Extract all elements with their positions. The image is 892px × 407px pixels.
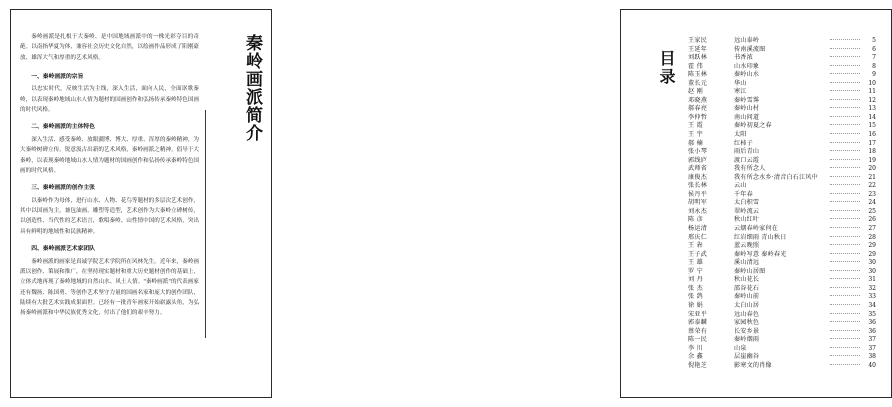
toc-entry[interactable] (688, 175, 876, 184)
toc-entry-leader (830, 236, 860, 237)
section-heading-1: 一、秦岭画派的宗旨 (31, 74, 84, 81)
toc-entry-artist: 刘永杰 (688, 207, 708, 215)
toc-entry-page: 29 (868, 242, 876, 250)
toc-entry-leader (830, 184, 860, 185)
toc-entry-artist: 郭泰麟 (688, 319, 708, 327)
toc-entry-title: 秦岭烟雨 (734, 336, 760, 344)
toc-entry-title: 红柿子 (734, 139, 753, 147)
toc-entry-page: 12 (868, 96, 876, 104)
toc-entry-leader (830, 295, 860, 296)
toc-entry-title: 传南溪流图 (734, 45, 766, 53)
vertical-divider (205, 110, 206, 338)
toc-entry-title: 秦岭雪霁 (734, 96, 760, 104)
toc-entry-title: 秦岭山村 (734, 105, 760, 113)
toc-entry-page: 34 (868, 301, 876, 309)
toc-entry-artist: 余 鑫 (688, 353, 704, 361)
toc-entry-leader (830, 124, 860, 125)
toc-entry[interactable] (688, 260, 876, 269)
toc-entry[interactable] (688, 106, 876, 115)
toc-entry-page: 37 (868, 336, 876, 344)
toc-entry-page: 8 (872, 62, 876, 70)
toc-entry[interactable] (688, 149, 876, 158)
toc-entry-title: 寒江 (734, 88, 747, 96)
toc-entry-page: 21 (868, 173, 876, 181)
toc-entry-leader (830, 338, 860, 339)
toc-entry-title: 太阳 (734, 131, 747, 139)
toc-entry-artist: 赵 刚 (688, 88, 704, 96)
toc-entry-leader (830, 330, 860, 331)
toc-entry-artist: 王 宇 (688, 131, 704, 139)
toc-entry-page: 33 (868, 293, 876, 301)
toc-entry[interactable] (688, 346, 876, 355)
toc-entry[interactable] (688, 98, 876, 107)
toc-entry[interactable] (688, 312, 876, 321)
toc-list (688, 38, 882, 384)
right-page (306, 0, 876, 407)
toc-entry-artist: 张 杰 (688, 284, 704, 292)
toc-entry-title: 雨后青山 (734, 148, 760, 156)
toc-entry-title: 秦岭初夏之春 (734, 122, 772, 130)
toc-entry-artist: 邓晓燕 (688, 96, 708, 104)
toc-entry-leader (830, 90, 860, 91)
toc-entry[interactable] (688, 158, 876, 167)
toc-entry[interactable] (688, 89, 876, 98)
toc-entry-artist: 郝 楠 (688, 139, 704, 147)
toc-entry-leader (830, 355, 860, 356)
toc-entry-title: 长安乡景 (734, 327, 760, 335)
toc-entry-leader (830, 39, 860, 40)
toc-entry-title: 蓝云晚照 (734, 242, 760, 250)
toc-entry-page: 5 (872, 37, 876, 44)
toc-content (632, 24, 882, 384)
toc-entry-artist: 李仲哲 (688, 113, 708, 121)
toc-entry-leader (830, 304, 860, 305)
toc-entry[interactable] (688, 217, 876, 226)
section-heading-2: 二、秦岭画派的主体特色 (31, 124, 95, 131)
toc-entry-page: 17 (868, 139, 876, 147)
toc-entry-leader (830, 313, 860, 314)
toc-entry[interactable] (688, 286, 876, 295)
toc-entry-leader (830, 48, 860, 49)
toc-entry-page: 10 (868, 79, 876, 87)
toc-entry-leader (830, 65, 860, 66)
toc-entry-page: 35 (868, 310, 876, 318)
toc-entry-title: 山水印象 (734, 62, 760, 70)
spread-gutter (286, 0, 306, 407)
toc-entry[interactable] (688, 320, 876, 329)
toc-entry-title: 远山泰岭 (734, 37, 760, 44)
toc-entry-leader (830, 364, 860, 365)
toc-entry-artist: 张长林 (688, 182, 708, 190)
toc-entry-leader (830, 218, 860, 219)
toc-entry-title: 云山 (734, 182, 747, 190)
toc-entry-leader (830, 116, 860, 117)
toc-entry-page: 30 (868, 259, 876, 267)
toc-entry[interactable] (688, 363, 876, 372)
toc-entry[interactable] (688, 123, 876, 132)
toc-entry-page: 18 (868, 148, 876, 156)
toc-entry-page: 13 (868, 105, 876, 113)
toc-entry-artist: 陈 彦 (688, 216, 704, 224)
toc-entry-title: 溪山清远 (734, 259, 760, 267)
toc-entry-artist: 郝春亮 (688, 105, 708, 113)
toc-entry[interactable] (688, 303, 876, 312)
toc-entry-page: 31 (868, 276, 876, 284)
toc-entry-page: 37 (868, 344, 876, 352)
toc-entry-title: 秦岭山水 (734, 71, 760, 79)
intro-lead-paragraph: 秦岭画派是扎根于大秦岭、是中国地域画派中的一株光彩夺目的奇葩。以南指华夏为体，兼容社会历史文化自然，以绘画作品形成了阳刚豪放、雄浑大气和厚重的艺术风格。 (20, 34, 200, 61)
toc-entry-page: 25 (868, 207, 876, 215)
toc-entry-artist: 张小琴 (688, 148, 708, 156)
toc-entry-title: 秦岭写意 秦岭春光 (734, 250, 787, 258)
toc-entry[interactable] (688, 55, 876, 64)
toc-entry-title: 太白积雪 (734, 199, 760, 207)
toc-entry-page: 27 (868, 225, 876, 233)
toc-entry-page: 22 (868, 182, 876, 190)
toc-entry-leader (830, 321, 860, 322)
toc-entry-artist: 张 鸽 (688, 293, 704, 301)
toc-entry-title: 邵谷花石 (734, 284, 760, 292)
toc-entry-page: 36 (868, 327, 876, 335)
toc-entry-title: 渡口云霞 (734, 156, 760, 164)
toc-entry-page: 19 (868, 156, 876, 164)
toc-entry-artist: 康俊杰 (688, 173, 708, 181)
toc-entry[interactable] (688, 277, 876, 286)
toc-entry-page: 24 (868, 199, 876, 207)
toc-entry-leader (830, 167, 860, 168)
toc-entry-artist: 蔡荣有 (688, 327, 708, 335)
left-page-content (18, 18, 264, 390)
toc-entry-leader (830, 142, 860, 143)
toc-entry-leader (830, 176, 860, 177)
toc-entry[interactable] (688, 200, 876, 209)
toc-entry-title: 远山春色 (734, 310, 760, 318)
toc-entry-artist: 王子武 (688, 250, 708, 258)
section-heading-4: 四、秦岭画派艺术家团队 (31, 246, 95, 253)
toc-entry[interactable] (688, 354, 876, 363)
toc-entry-page: 26 (868, 216, 876, 224)
toc-entry-artist: 徐 娟 (688, 301, 704, 309)
toc-entry-artist: 陈一民 (688, 336, 708, 344)
toc-entry-page: 7 (872, 54, 876, 62)
toc-entry-title: 我有所念人 (734, 165, 766, 173)
toc-entry-page: 28 (868, 233, 876, 241)
toc-title: 目录 (657, 50, 676, 86)
toc-entry-leader (830, 133, 860, 134)
toc-entry-title: 翠岭流云 (734, 207, 760, 215)
toc-entry-artist: 李 川 (688, 344, 704, 352)
toc-entry[interactable] (688, 132, 876, 141)
toc-entry[interactable] (688, 337, 876, 346)
toc-entry-title: 层崖幽谷 (734, 353, 760, 361)
toc-entry-title: 秦岭山居图 (734, 267, 766, 275)
toc-entry-artist: 刘跃林 (688, 54, 708, 62)
toc-entry-leader (830, 159, 860, 160)
toc-entry-artist: 郭线庐 (688, 156, 708, 164)
toc-entry-title: 秋山红叶 (734, 216, 760, 224)
toc-entry-title: 太白山居 (734, 301, 760, 309)
toc-entry-artist: 罗 宁 (688, 267, 704, 275)
toc-entry-leader (830, 347, 860, 348)
toc-entry-page: 9 (872, 71, 876, 79)
toc-entry-leader (830, 210, 860, 211)
section-body-1: 以忠实时代，反映生活为主线，深入生活，面向人民，全面讴歌秦岭，以表现秦岭地域山水人情为题材的国画创作和弘扬传承秦岭特色国画的时代风格。 (20, 86, 200, 114)
toc-entry-page: 30 (868, 267, 876, 275)
toc-entry-artist: 倪艳芝 (688, 361, 708, 369)
toc-entry-artist: 邢庆仁 (688, 233, 708, 241)
toc-entry-artist: 王 犇 (688, 242, 704, 250)
toc-entry-page: 6 (872, 45, 876, 53)
toc-entry-leader (830, 278, 860, 279)
toc-entry-page: 23 (868, 190, 876, 198)
toc-entry-title: 山泉 (734, 344, 747, 352)
toc-entry-leader (830, 270, 860, 271)
toc-entry-leader (830, 287, 860, 288)
intro-body (18, 18, 203, 326)
toc-entry-artist: 王延年 (688, 45, 708, 53)
toc-entry-artist: 侯丹平 (688, 190, 708, 198)
toc-entry[interactable] (688, 81, 876, 90)
toc-entry-leader (830, 253, 860, 254)
toc-entry-page: 16 (868, 131, 876, 139)
toc-entry-artist: 王 霞 (688, 122, 704, 130)
toc-entry-page: 20 (868, 165, 876, 173)
toc-entry-title: 家园秋色 (734, 319, 760, 327)
toc-entry-leader (830, 261, 860, 262)
section-heading-3: 三、秦岭画派的创作主张 (31, 185, 95, 192)
toc-entry-artist: 刘 丹 (688, 276, 704, 284)
toc-entry-page: 15 (868, 122, 876, 130)
toc-entry-leader (830, 56, 860, 57)
toc-entry-leader (830, 201, 860, 202)
toc-entry[interactable] (688, 47, 876, 56)
toc-entry-title: 云烟春岭家何在 (734, 225, 779, 233)
toc-entry-title: 我有所念水乡·清音白石江风中 (734, 173, 818, 181)
toc-entry-page: 38 (868, 353, 876, 361)
toc-entry-leader (830, 99, 860, 100)
toc-entry[interactable] (688, 235, 876, 244)
toc-entry-page: 29 (868, 250, 876, 258)
toc-entry-title: 红岩细雨 青山秋日 (734, 233, 787, 241)
toc-entry[interactable] (688, 64, 876, 73)
toc-entry-artist: 王 雄 (688, 259, 704, 267)
toc-entry[interactable] (688, 209, 876, 218)
toc-entry-title: 秦岭山前 (734, 293, 760, 301)
toc-entry-page: 40 (868, 361, 876, 369)
toc-entry[interactable] (688, 294, 876, 303)
toc-entry[interactable] (688, 38, 876, 47)
toc-entry[interactable] (688, 269, 876, 278)
toc-entry-artist: 杨运清 (688, 225, 708, 233)
toc-entry[interactable] (688, 329, 876, 338)
toc-entry-artist: 霍 伟 (688, 62, 704, 70)
toc-entry-leader (830, 73, 860, 74)
toc-entry[interactable] (688, 183, 876, 192)
toc-entry[interactable] (688, 192, 876, 201)
toc-entry-page: 11 (868, 88, 876, 96)
toc-entry-title: 书香浓 (734, 54, 753, 62)
toc-entry[interactable] (688, 141, 876, 150)
toc-entry-leader (830, 107, 860, 108)
toc-entry-leader (830, 193, 860, 194)
toc-entry-artist: 武师省 (688, 165, 708, 173)
toc-entry-title: 秋山花长 (734, 276, 760, 284)
toc-entry-page: 14 (868, 113, 876, 121)
toc-entry-leader (830, 227, 860, 228)
section-body-2: 深入生活、感受秦岭、放眼疆博、博大、厚重、浑厚的秦岭精神，为大秦岭树碑立传，锐意汲古出新的艺术风格，秦岭画派之精神。倡导于大秦岭，以表现秦岭地域山水人情为题材的国画创作和弘扬传承秦岭特色国画的时代风格。 (20, 136, 200, 174)
toc-entry-artist: 胡明军 (688, 199, 708, 207)
section-body-4: 秦岭画派的画家是真诚学院艺术学院所在风林先生。近年来，秦岭画派以创作、策展和推广，在坚持现实题材和重大历史题材创作的基础上，立体式地再现了秦岭地域的自然山水、风土人情。"秦岭画派"的代表画家还有魏扬、陈国勇、等创作艺术坚守力量的国画名家和庞大的创作团队，陆续有大批艺术实践成果面世。已经有一批青年画家开始崭露头角，为弘扬秦岭画派和中华民族优秀文化，付出了他们的艰辛努力。 (20, 258, 200, 317)
toc-entry-title: 千年春 (734, 190, 753, 198)
toc-entry-page: 32 (868, 284, 876, 292)
toc-entry-artist: 董长元 (688, 79, 708, 87)
toc-entry-title: 影寒文的肖像 (734, 361, 772, 369)
toc-entry-artist: 王家民 (688, 37, 708, 44)
toc-entry[interactable] (688, 252, 876, 261)
section-body-3: 以秦岭作为母体，进行山水、人物、花鸟等题材的多层次艺术创作，其中以国画为主，兼包油画、雕塑等造型，艺术创作为大秦岭立碑树传，以创造性、当代性的艺术语言，歌唱秦岭、山性情中国的艺术风格，突出具有鲜明的地域性和民族精神。 (20, 197, 200, 235)
toc-entry-artist: 宋亚平 (688, 310, 708, 318)
toc-entry-artist: 陈玉林 (688, 71, 708, 79)
toc-entry-title: 南山问道 (734, 113, 760, 121)
toc-entry-title: 华山 (734, 79, 747, 87)
left-page (0, 0, 286, 407)
toc-entry-leader (830, 150, 860, 151)
toc-entry[interactable] (688, 115, 876, 124)
toc-entry-leader (830, 82, 860, 83)
page-title: 秦岭画派简介 (242, 34, 262, 142)
toc-entry[interactable] (688, 72, 876, 81)
toc-entry-page: 36 (868, 319, 876, 327)
toc-entry-leader (830, 244, 860, 245)
